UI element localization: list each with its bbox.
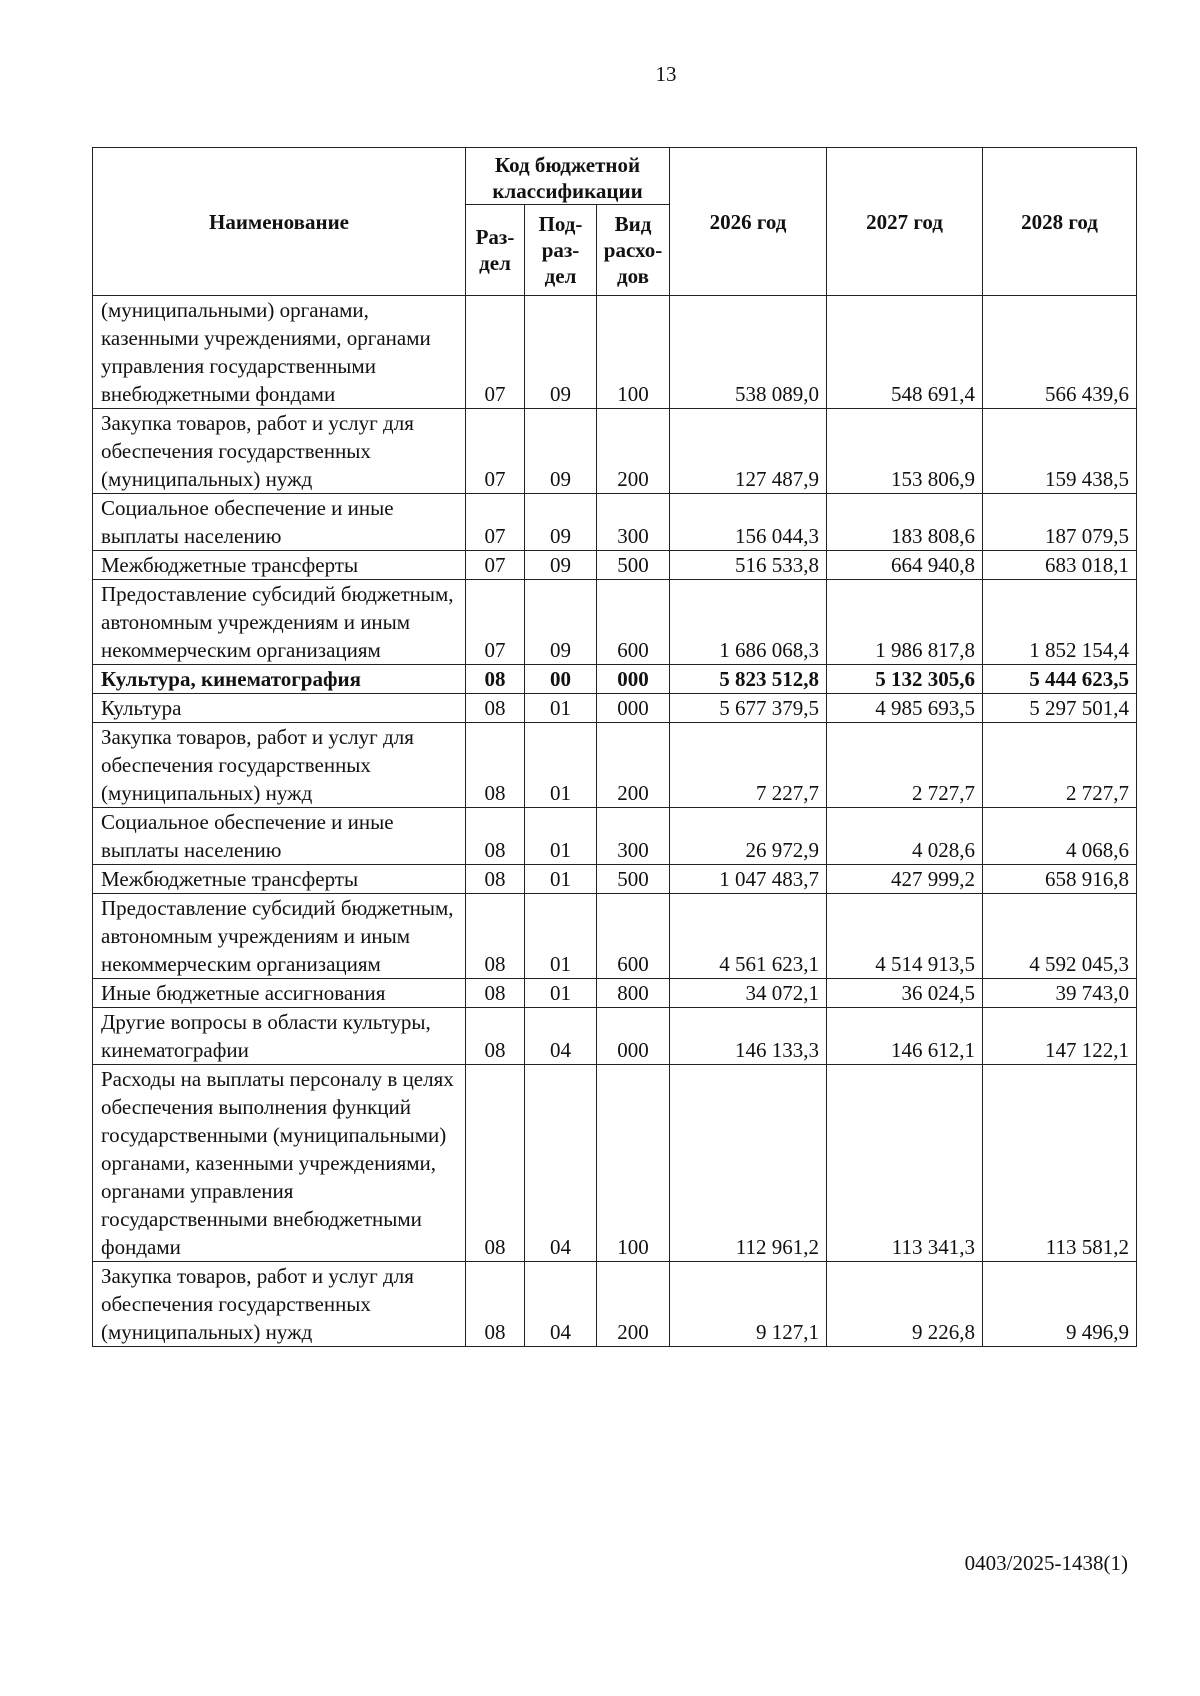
table-row bbox=[93, 979, 1137, 1008]
header-vid-raskhodov: Вид расхо-дов bbox=[597, 205, 670, 296]
table-row bbox=[93, 296, 1137, 409]
table-row bbox=[93, 580, 1137, 665]
row-razdel: 07 bbox=[466, 296, 525, 409]
row-vid-raskhodov: 500 bbox=[597, 865, 670, 894]
row-name: Предоставление субсидий бюджетным, автономным учреждениям и иным некоммерческим организациям bbox=[93, 894, 466, 979]
table-row bbox=[93, 551, 1137, 580]
row-value-2026: 5 823 512,8 bbox=[670, 665, 827, 694]
row-name: Закупка товаров, работ и услуг для обеспечения государственных (муниципальных) нужд bbox=[93, 1262, 466, 1347]
row-value-2027: 427 999,2 bbox=[827, 865, 983, 894]
row-value-2028: 5 444 623,5 bbox=[983, 665, 1137, 694]
row-value-2028: 113 581,2 bbox=[983, 1065, 1137, 1262]
row-podrazdel: 04 bbox=[525, 1262, 597, 1347]
row-name: Закупка товаров, работ и услуг для обеспечения государственных (муниципальных) нужд bbox=[93, 409, 466, 494]
row-value-2026: 112 961,2 bbox=[670, 1065, 827, 1262]
row-name: Предоставление субсидий бюджетным, автономным учреждениям и иным некоммерческим организациям bbox=[93, 580, 466, 665]
budget-table bbox=[92, 147, 1137, 1347]
row-podrazdel: 01 bbox=[525, 694, 597, 723]
row-razdel: 08 bbox=[466, 665, 525, 694]
row-podrazdel: 04 bbox=[525, 1008, 597, 1065]
table-row bbox=[93, 865, 1137, 894]
row-value-2026: 1 686 068,3 bbox=[670, 580, 827, 665]
row-podrazdel: 09 bbox=[525, 551, 597, 580]
table-body bbox=[93, 296, 1137, 1347]
row-value-2026: 26 972,9 bbox=[670, 808, 827, 865]
row-razdel: 08 bbox=[466, 694, 525, 723]
row-value-2026: 516 533,8 bbox=[670, 551, 827, 580]
row-value-2027: 2 727,7 bbox=[827, 723, 983, 808]
table-row bbox=[93, 1008, 1137, 1065]
row-vid-raskhodov: 200 bbox=[597, 723, 670, 808]
row-vid-raskhodov: 600 bbox=[597, 580, 670, 665]
row-podrazdel: 00 bbox=[525, 665, 597, 694]
row-vid-raskhodov: 100 bbox=[597, 296, 670, 409]
row-value-2028: 159 438,5 bbox=[983, 409, 1137, 494]
row-razdel: 07 bbox=[466, 580, 525, 665]
row-value-2027: 1 986 817,8 bbox=[827, 580, 983, 665]
row-value-2027: 146 612,1 bbox=[827, 1008, 983, 1065]
row-name: Иные бюджетные ассигнования bbox=[93, 979, 466, 1008]
row-podrazdel: 09 bbox=[525, 494, 597, 551]
row-value-2027: 4 985 693,5 bbox=[827, 694, 983, 723]
row-value-2026: 4 561 623,1 bbox=[670, 894, 827, 979]
row-value-2026: 5 677 379,5 bbox=[670, 694, 827, 723]
header-podrazdel: Под-раз-дел bbox=[525, 205, 597, 296]
row-name: Расходы на выплаты персоналу в целях обеспечения выполнения функций государственными (муниципальными) органами, казенными учреждениями, органами управления государственными внебюджетными фондами bbox=[93, 1065, 466, 1262]
row-value-2027: 664 940,8 bbox=[827, 551, 983, 580]
row-value-2028: 4 068,6 bbox=[983, 808, 1137, 865]
row-vid-raskhodov: 100 bbox=[597, 1065, 670, 1262]
row-value-2026: 9 127,1 bbox=[670, 1262, 827, 1347]
row-value-2028: 39 743,0 bbox=[983, 979, 1137, 1008]
row-value-2026: 127 487,9 bbox=[670, 409, 827, 494]
row-value-2027: 4 514 913,5 bbox=[827, 894, 983, 979]
row-value-2028: 4 592 045,3 bbox=[983, 894, 1137, 979]
row-value-2026: 156 044,3 bbox=[670, 494, 827, 551]
row-value-2026: 34 072,1 bbox=[670, 979, 827, 1008]
table-row bbox=[93, 808, 1137, 865]
row-name: Межбюджетные трансферты bbox=[93, 865, 466, 894]
row-name: Социальное обеспечение и иные выплаты населению bbox=[93, 494, 466, 551]
row-podrazdel: 01 bbox=[525, 723, 597, 808]
row-razdel: 08 bbox=[466, 894, 525, 979]
row-value-2027: 36 024,5 bbox=[827, 979, 983, 1008]
header-name: Наименование bbox=[93, 148, 466, 296]
row-value-2027: 113 341,3 bbox=[827, 1065, 983, 1262]
header-razdel: Раз-дел bbox=[466, 205, 525, 296]
row-podrazdel: 01 bbox=[525, 894, 597, 979]
row-value-2027: 153 806,9 bbox=[827, 409, 983, 494]
table-row bbox=[93, 694, 1137, 723]
row-value-2028: 9 496,9 bbox=[983, 1262, 1137, 1347]
row-name: Другие вопросы в области культуры, кинематографии bbox=[93, 1008, 466, 1065]
row-razdel: 07 bbox=[466, 494, 525, 551]
row-razdel: 08 bbox=[466, 979, 525, 1008]
table-row bbox=[93, 494, 1137, 551]
row-value-2028: 2 727,7 bbox=[983, 723, 1137, 808]
table-row bbox=[93, 1262, 1137, 1347]
row-podrazdel: 09 bbox=[525, 409, 597, 494]
row-value-2027: 9 226,8 bbox=[827, 1262, 983, 1347]
header-2026: 2026 год bbox=[670, 148, 827, 296]
row-value-2027: 5 132 305,6 bbox=[827, 665, 983, 694]
row-value-2028: 147 122,1 bbox=[983, 1008, 1137, 1065]
row-podrazdel: 01 bbox=[525, 979, 597, 1008]
row-razdel: 08 bbox=[466, 865, 525, 894]
row-razdel: 08 bbox=[466, 1262, 525, 1347]
row-name: Социальное обеспечение и иные выплаты населению bbox=[93, 808, 466, 865]
table-row bbox=[93, 723, 1137, 808]
row-name: Межбюджетные трансферты bbox=[93, 551, 466, 580]
header-2028: 2028 год bbox=[983, 148, 1137, 296]
row-vid-raskhodov: 800 bbox=[597, 979, 670, 1008]
row-podrazdel: 04 bbox=[525, 1065, 597, 1262]
row-value-2027: 548 691,4 bbox=[827, 296, 983, 409]
row-podrazdel: 01 bbox=[525, 808, 597, 865]
row-value-2028: 1 852 154,4 bbox=[983, 580, 1137, 665]
page-number: 13 bbox=[655, 62, 677, 86]
row-value-2027: 4 028,6 bbox=[827, 808, 983, 865]
row-razdel: 08 bbox=[466, 723, 525, 808]
row-value-2026: 146 133,3 bbox=[670, 1008, 827, 1065]
row-value-2028: 683 018,1 bbox=[983, 551, 1137, 580]
row-razdel: 08 bbox=[466, 808, 525, 865]
row-podrazdel: 01 bbox=[525, 865, 597, 894]
document-code: 0403/2025-1438(1) bbox=[964, 1551, 1128, 1575]
row-value-2028: 658 916,8 bbox=[983, 865, 1137, 894]
row-name: Культура bbox=[93, 694, 466, 723]
row-vid-raskhodov: 000 bbox=[597, 1008, 670, 1065]
row-vid-raskhodov: 200 bbox=[597, 1262, 670, 1347]
row-name: Закупка товаров, работ и услуг для обеспечения государственных (муниципальных) нужд bbox=[93, 723, 466, 808]
header-code-group: Код бюджетной классификации bbox=[466, 148, 670, 205]
row-vid-raskhodov: 500 bbox=[597, 551, 670, 580]
row-razdel: 08 bbox=[466, 1008, 525, 1065]
row-vid-raskhodov: 000 bbox=[597, 665, 670, 694]
row-razdel: 08 bbox=[466, 1065, 525, 1262]
table-row bbox=[93, 1065, 1137, 1262]
row-vid-raskhodov: 200 bbox=[597, 409, 670, 494]
row-name: (муниципальными) органами, казенными учреждениями, органами управления государственными внебюджетными фондами bbox=[93, 296, 466, 409]
row-value-2026: 7 227,7 bbox=[670, 723, 827, 808]
row-value-2028: 5 297 501,4 bbox=[983, 694, 1137, 723]
row-value-2028: 187 079,5 bbox=[983, 494, 1137, 551]
table-row bbox=[93, 894, 1137, 979]
table-row bbox=[93, 409, 1137, 494]
table-row bbox=[93, 665, 1137, 694]
row-vid-raskhodov: 300 bbox=[597, 494, 670, 551]
row-vid-raskhodov: 300 bbox=[597, 808, 670, 865]
row-value-2027: 183 808,6 bbox=[827, 494, 983, 551]
row-value-2028: 566 439,6 bbox=[983, 296, 1137, 409]
row-value-2026: 538 089,0 bbox=[670, 296, 827, 409]
row-podrazdel: 09 bbox=[525, 580, 597, 665]
row-value-2026: 1 047 483,7 bbox=[670, 865, 827, 894]
row-razdel: 07 bbox=[466, 551, 525, 580]
header-2027: 2027 год bbox=[827, 148, 983, 296]
row-podrazdel: 09 bbox=[525, 296, 597, 409]
row-razdel: 07 bbox=[466, 409, 525, 494]
table-header bbox=[93, 148, 1137, 296]
row-vid-raskhodov: 600 bbox=[597, 894, 670, 979]
row-vid-raskhodov: 000 bbox=[597, 694, 670, 723]
row-name: Культура, кинематография bbox=[93, 665, 466, 694]
